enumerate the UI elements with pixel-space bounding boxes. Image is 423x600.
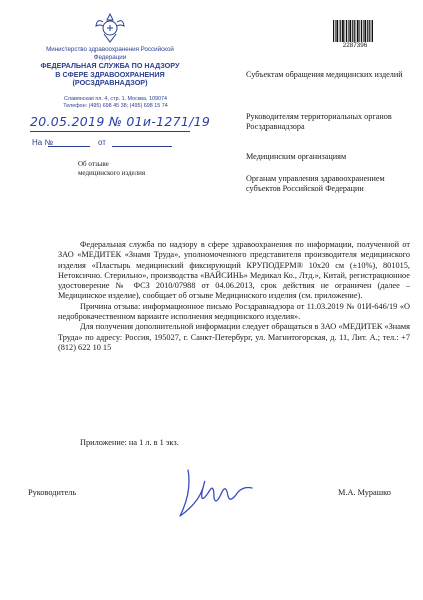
address-line-2: Телефон: (495) 698 45 38; (495) 698 15 74 [63,103,168,109]
agency-name [40,62,180,88]
letter-body [58,240,410,353]
ministry-name: Министерство здравоохранения Российской Федерации [46,46,174,61]
reply-to-label: На № [32,138,54,147]
recipient-item: Руководителям территориальных органов Росздравнадзора [246,112,392,131]
agency-line-1: ФЕДЕРАЛЬНАЯ СЛУЖБА ПО НАДЗОРУ [40,61,180,70]
attachment-text: Приложение: на 1 л. в 1 экз. [80,438,179,447]
from-label: от [98,138,106,147]
recipient-item: Медицинским организациям [246,152,347,161]
barcode-number: 2287396 [342,42,368,49]
body-paragraph-1: Федеральная служба по надзору в сфере здравоохранения по информации, полученной от ЗАО «МЕДИТЕК «Знамя Труда», уполномоченного представителя производителя медицинского изделия «Пластырь медицинский фиксирующий КРУПОДЕРМ® 10х20 см (±10%), 801015, Нетоксично. Стерильно», производства «ВАЙСИНЬ» Медикал Ко., Лтд.», Китай, регистрационное удостоверение № ФСЗ 2010/07988 от 04.06.2013, срок действия не ограничен (далее – Медицинское изделие), сообщает об отзыве Медицинского изделия (см. приложение). [58,240,410,301]
handwritten-signature [170,462,260,522]
body-paragraph-3: Для получения дополнительной информации следует обращаться в ЗАО «МЕДИТЕК «Знамя Труда» по адресу: Россия, 195027, г. Санкт-Петербург, ул. Магнитогорская, д. 11, Лит. А.; тел.: +7 (812) 622 10 15 [58,322,410,352]
recipient-item: Органам управления здравоохранением субъектов Российской Федерации [246,174,385,193]
address-line-1: Славянская пл. 4, стр. 1. Москва, 109074 [64,96,167,102]
letter-subject [78,160,178,177]
handwritten-registration-number: 20.05.2019 № 01и-1271/19 [30,114,211,129]
barcode [333,20,373,42]
coat-of-arms-emblem [92,10,128,46]
reply-to-underline [48,146,90,147]
agency-line-3: (РОСЗДРАВНАДЗОР) [72,78,148,88]
body-paragraph-2: Причина отзыва: информационное письмо Росздравнадзора от 11.03.2019 № 01И-646/19 «О недоброкачественном варианте исполнения медицинского изделия». [58,301,410,322]
agency-address [48,96,183,110]
subject-line-2: медицинского изделия [78,168,146,177]
signatory-name: М.А. Мурашко [338,488,391,497]
recipient-item: Субъектам обращения медицинских изделий [246,70,403,79]
signatory-position: Руководитель [28,488,77,497]
attachment-note [58,438,410,448]
from-underline [112,146,172,147]
registration-underline [30,131,190,132]
subject-line-1: Об отзыве [78,160,109,168]
agency-line-2: В СФЕРЕ ЗДРАВООХРАНЕНИЯ [55,69,165,79]
